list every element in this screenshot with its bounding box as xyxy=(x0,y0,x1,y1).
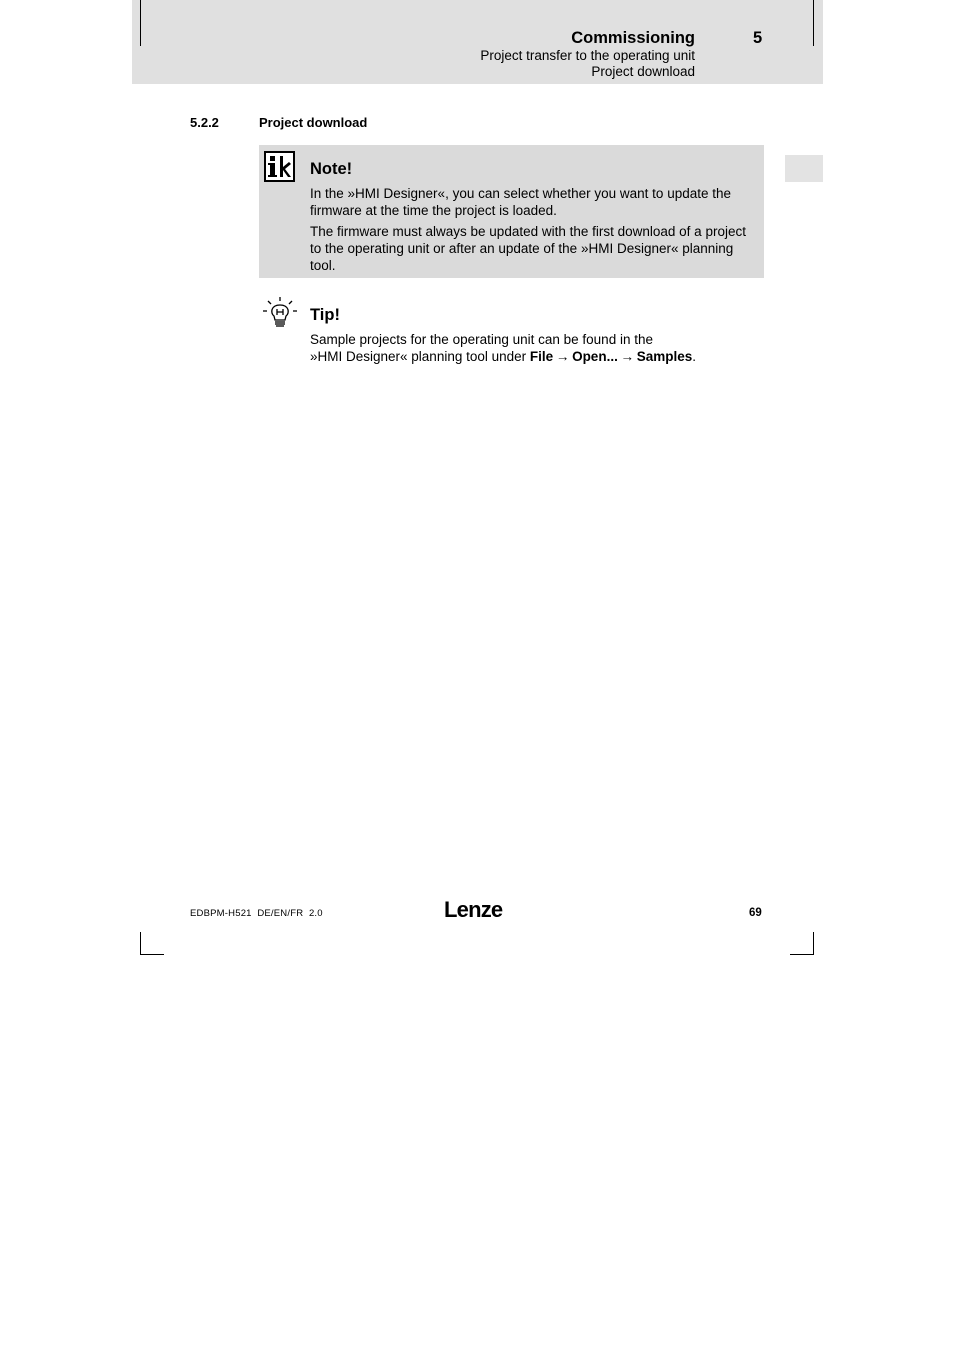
header-band xyxy=(132,0,823,84)
crop-mark-top-right xyxy=(813,0,814,46)
document-id: EDBPM-H521 DE/EN/FR 2.0 xyxy=(190,908,323,919)
crop-mark-bottom-right-horizontal xyxy=(790,954,814,955)
crop-mark-top-left xyxy=(140,0,141,46)
crop-mark-bottom-left-vertical xyxy=(140,932,141,955)
menu-arrow-2: → xyxy=(620,349,635,364)
header-subtitle-subsection: Project download xyxy=(591,64,695,79)
note-paragraph-2: The firmware must always be updated with the first download of a project to the operating unit or after an update of the »HMI Designer« planning tool. xyxy=(310,224,746,273)
tip-heading: Tip! xyxy=(310,306,340,324)
menu-open: Open... xyxy=(572,349,618,364)
menu-arrow-1: → xyxy=(555,349,570,364)
menu-file: File xyxy=(529,349,554,364)
section-title: Project download xyxy=(259,115,368,130)
header-subtitle-section: Project transfer to the operating unit xyxy=(480,48,695,63)
note-paragraph-1: In the »HMI Designer«, you can select whether you want to update the firmware at the time the project is loaded. xyxy=(310,186,731,218)
tip-text-line-1: Sample projects for the operating unit can be found in the xyxy=(310,332,653,347)
crop-mark-bottom-left-horizontal xyxy=(140,954,164,955)
tip-text-suffix: . xyxy=(692,349,697,364)
tip-text-line-2: »HMI Designer« planning tool under xyxy=(310,349,530,364)
lenze-logo: Lenze xyxy=(444,897,503,922)
side-tab-marker xyxy=(785,155,823,182)
menu-samples: Samples xyxy=(636,349,693,364)
page-number: 69 xyxy=(749,907,762,919)
lightbulb-icon xyxy=(262,296,298,335)
crop-mark-bottom-right-vertical xyxy=(813,932,814,955)
tip-text xyxy=(310,331,758,365)
section-number: 5.2.2 xyxy=(190,115,219,130)
info-icon xyxy=(264,151,295,182)
chapter-number: 5 xyxy=(753,29,763,47)
note-heading: Note! xyxy=(310,160,353,178)
chapter-title: Commissioning xyxy=(571,29,695,47)
